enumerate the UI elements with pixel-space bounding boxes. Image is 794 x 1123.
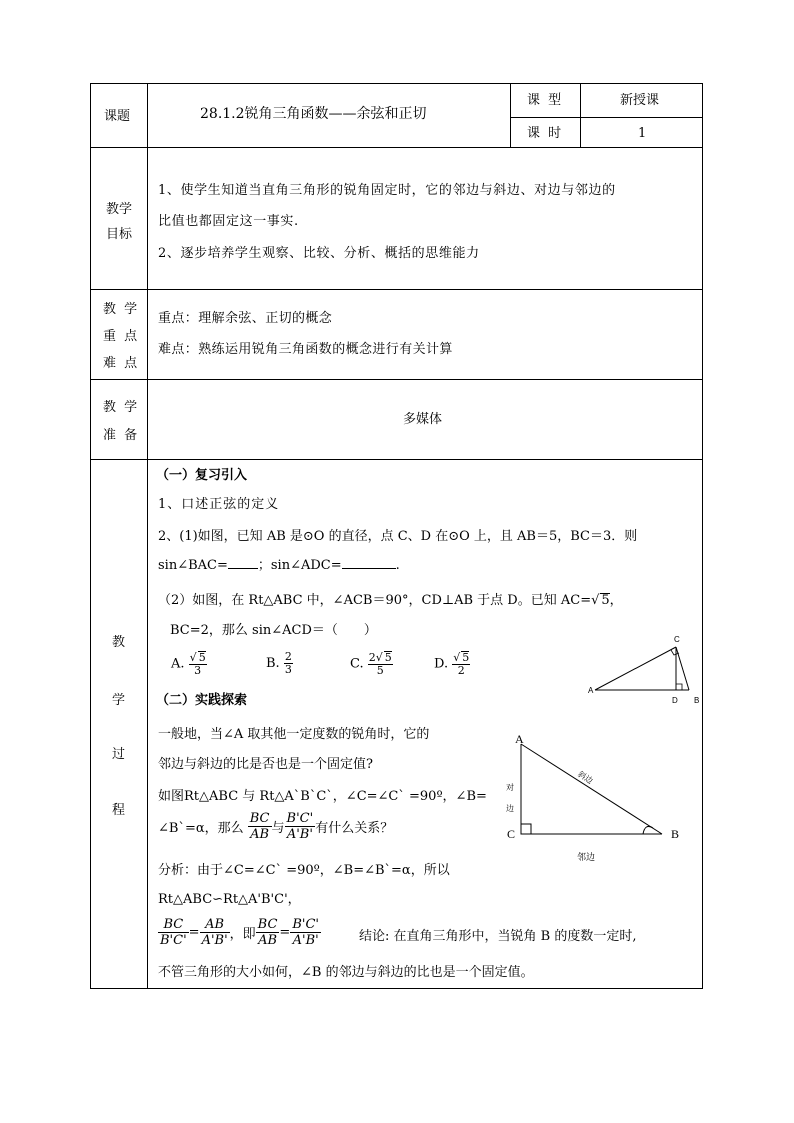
option-b-label: B. — [266, 656, 280, 671]
fig2-label-adjacent: 邻边 — [577, 853, 596, 863]
frac2-den: A'B' — [286, 827, 313, 842]
analysis-line-1: 分析：由于∠C=∠C` =90º，∠B=∠B`=α，所以 — [158, 863, 450, 878]
frac1-den: AB — [250, 827, 270, 842]
frac1-num: BC — [249, 811, 270, 826]
period-text: . — [395, 558, 400, 573]
process-label-1: 教 — [112, 635, 126, 650]
option-b[interactable] — [266, 651, 293, 676]
table-border-top — [90, 83, 703, 84]
and-text: 与 — [271, 821, 285, 836]
sin-adc-text: ；sin∠ADC= — [257, 558, 342, 573]
row-line-2 — [90, 289, 703, 290]
sqrt-symbol: √ — [453, 651, 461, 664]
subject-label: 课题 — [104, 109, 131, 124]
process-label-4: 程 — [112, 803, 126, 818]
sqrt-five: 5 — [601, 593, 610, 608]
row-line-4 — [90, 459, 703, 460]
question-2-line-1 — [158, 593, 623, 607]
equals-sign: = — [279, 925, 291, 940]
sqrt-symbol: √ — [189, 651, 197, 664]
eq-frac2-num: AB — [200, 917, 230, 933]
option-a-num: 5 — [198, 651, 206, 664]
eq-frac-3 — [256, 917, 280, 948]
practice-line-3: 如图Rt△ABC 与 Rt△A`B`C`，∠C=∠C` =90º，∠B= — [158, 789, 487, 804]
sin-bac-text: sin∠BAC= — [158, 558, 228, 573]
option-a-label: A. — [171, 656, 185, 672]
header-divider-2 — [580, 83, 581, 147]
frac2-num: B'C' — [286, 811, 314, 826]
option-c-den: 5 — [376, 664, 384, 677]
label-column-divider — [147, 83, 148, 989]
option-c-num-rad: 5 — [384, 651, 392, 664]
option-d-label: D. — [434, 656, 449, 672]
fig2-angle-b-arc — [643, 826, 653, 834]
fig1-label-c: C — [674, 635, 680, 644]
conclusion-line-1: 结论: 在直角三角形中，当锐角 B 的度数一定时, — [359, 929, 637, 944]
row-line-3 — [90, 379, 703, 380]
preparation-label-1: 教 学 — [103, 400, 140, 415]
process-label-3: 过 — [112, 747, 126, 762]
fig1-label-b: B — [694, 696, 700, 705]
objectives-label-top: 教学 — [106, 202, 133, 217]
preparation-label-2: 准 备 — [103, 428, 140, 443]
fig2-right-angle — [521, 824, 531, 834]
analysis-line-2: Rt△ABC∽Rt△A'B'C'， — [158, 892, 301, 907]
lesson-period-value: 1 — [638, 126, 647, 141]
option-c-num-coef: 2 — [368, 651, 376, 664]
eq-frac1-den: B'C' — [160, 933, 187, 948]
fraction-bc-ab-prime — [285, 811, 316, 842]
objective-line-2: 比值也都固定这一事实. — [158, 214, 299, 229]
review-item-2-line-2 — [158, 559, 400, 572]
sqrt-symbol: √ — [375, 651, 383, 664]
eq-frac3-den: AB — [258, 933, 278, 948]
review-item-2-line-1: 2、(1)如图，已知 AB 是⊙O 的直径，点 C、D 在⊙O 上，且 AB＝5，BC＝3．则 — [158, 529, 638, 544]
equation-line — [158, 917, 321, 948]
fig1-label-d: D — [672, 696, 678, 705]
keypoints-label-2: 重 点 — [103, 329, 140, 344]
section-practice-title: （二）实践探索 — [156, 693, 248, 708]
fig2-label-a: A — [515, 732, 524, 746]
answer-blank-2[interactable] — [342, 568, 396, 569]
eq-frac2-den: A'B' — [201, 933, 228, 948]
eq-frac-1 — [158, 917, 189, 948]
eq-frac1-num: BC — [158, 917, 189, 933]
row-line-1 — [90, 147, 703, 148]
option-b-fraction — [284, 651, 293, 676]
option-d[interactable] — [434, 651, 470, 677]
option-b-den: 3 — [284, 663, 292, 676]
practice-line-2: 邻边与斜边的比是否也是一个固定值? — [158, 757, 373, 772]
sqrt-symbol: √ — [591, 593, 600, 608]
objectives-label-bottom: 目标 — [106, 227, 133, 242]
option-c-label: C. — [350, 656, 364, 672]
difficult-point: 难点：熟练运用锐角三角函数的概念进行有关计算 — [158, 342, 453, 357]
fig2-label-b: B — [671, 827, 680, 841]
fig2-label-c: C — [507, 827, 516, 841]
eq-frac4-den: A'B' — [292, 933, 319, 948]
fig2-side-ab — [521, 744, 662, 834]
question-2-text: （2）如图，在 Rt△ABC 中，∠ACB＝90°，CD⊥AB 于点 D。已知 AC= — [158, 593, 592, 608]
keypoints-label-1: 教 学 — [103, 302, 140, 317]
option-d-num: 5 — [462, 651, 470, 664]
review-item-1: 1、口述正弦的定义 — [158, 497, 280, 512]
keypoints-label-3: 难 点 — [103, 356, 140, 371]
key-point: 重点：理解余弦、正切的概念 — [158, 311, 333, 326]
option-c-fraction — [368, 651, 393, 677]
lesson-type-value: 新授课 — [620, 93, 660, 108]
answer-blank-1[interactable] — [228, 568, 258, 569]
figure-right-triangle — [505, 728, 695, 868]
option-b-num: 2 — [284, 650, 292, 663]
eq-frac4-num: B'C' — [292, 917, 319, 932]
fig2-label-hypotenuse: 斜边 — [576, 769, 595, 786]
eq-frac-2 — [200, 917, 230, 948]
table-border-right — [702, 83, 703, 989]
option-d-fraction — [452, 651, 470, 677]
header-divider-1 — [510, 83, 511, 147]
fig1-label-a: A — [588, 686, 594, 695]
conclusion-line-2: 不管三角形的大小如何，∠B 的邻边与斜边的比也是一个固定值。 — [158, 965, 534, 980]
process-label-2: 学 — [112, 693, 126, 708]
practice-line-1: 一般地，当∠A 取其他一定度数的锐角时，它的 — [158, 727, 430, 742]
fraction-bc-ab — [248, 811, 272, 842]
lesson-type-label: 课 型 — [527, 93, 564, 108]
objective-line-1: 1、使学生知道当直角三角形的锐角固定时，它的邻边与斜边、对边与邻边的 — [158, 183, 616, 198]
option-a[interactable] — [171, 651, 207, 677]
practice-line-4 — [158, 811, 393, 842]
option-d-den: 2 — [457, 664, 465, 677]
fig1-side-ac — [595, 647, 676, 690]
fig1-right-angle-d — [676, 684, 682, 690]
angle-text: ∠B`=α，那么 — [158, 821, 244, 836]
relation-question: 有什么关系？ — [315, 821, 394, 836]
preparation-value: 多媒体 — [403, 412, 443, 427]
eq-mid-text: ，即 — [229, 927, 256, 942]
equals-sign: = — [188, 925, 200, 940]
lesson-period-label: 课 时 — [527, 126, 564, 141]
option-c[interactable] — [350, 651, 393, 677]
eq-frac-4 — [290, 917, 321, 948]
question-2-line-2: BC=2，那么 sin∠ACD＝（ ） — [170, 623, 377, 638]
section-review-title: （一）复习引入 — [156, 468, 248, 483]
fig2-label-opposite-2: 边 — [506, 804, 514, 813]
header-mid-line — [510, 117, 703, 118]
option-a-den: 3 — [194, 664, 202, 677]
lesson-title: 28.1.2锐角三角函数——余弦和正切 — [200, 106, 427, 122]
option-a-fraction — [189, 651, 207, 677]
objective-line-3: 2、逐步培养学生观察、比较、分析、概括的思维能力 — [158, 246, 480, 261]
figure-triangle-altitude — [585, 630, 701, 712]
fig2-label-opposite-1: 对 — [506, 783, 514, 792]
table-border-bottom — [90, 988, 703, 989]
comma-text: ， — [609, 593, 623, 608]
eq-frac3-num: BC — [257, 917, 278, 932]
table-border-left — [90, 83, 91, 989]
